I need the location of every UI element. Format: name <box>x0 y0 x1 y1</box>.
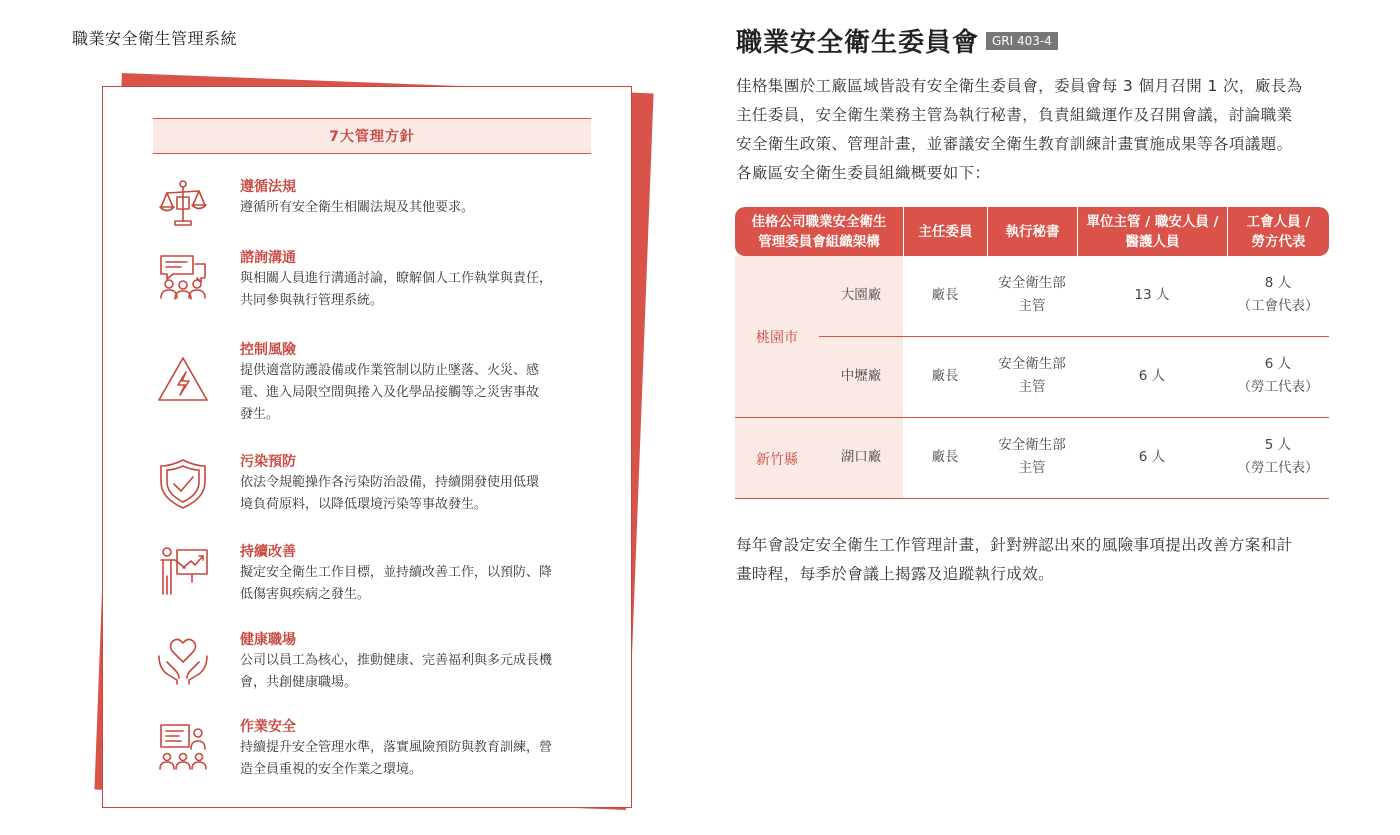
row-divider <box>819 336 1329 337</box>
header-cell: 主任委員 <box>903 207 987 256</box>
row-divider <box>735 498 1329 499</box>
table-cell: 安全衛生部 主管 <box>998 275 1066 314</box>
policy-desc: 與相關人員進行溝通討論，瞭解個人工作執掌與責任， 共同參與執行管理系統。 <box>240 271 553 308</box>
policy-desc: 公司以員工為核心，推動健康、完善福利與多元成長機 會，共創健康職場。 <box>240 653 553 690</box>
table-cell: 6 人 <box>1138 449 1166 465</box>
header-cell: 執行秘書 <box>987 207 1077 256</box>
table-cell: 廠長 <box>931 449 959 465</box>
table-cell: 中壢廠 <box>840 368 882 384</box>
policy-title: 污染預防 <box>240 454 296 470</box>
policy-title: 控制風險 <box>240 342 296 358</box>
policy-desc: 擬定安全衛生工作目標，並持續改善工作，以預防、降 低傷害與疾病之發生。 <box>240 565 553 602</box>
policy-card <box>102 86 632 808</box>
hazard-icon <box>155 352 215 408</box>
table-cell: 廠長 <box>931 287 959 303</box>
policy-title: 健康職場 <box>240 632 296 648</box>
header-cell: 單位主管 / 職安人員 / 醫護人員 <box>1077 207 1227 256</box>
row-divider <box>735 417 1329 418</box>
shield-check-icon <box>155 456 215 512</box>
table-cell: 安全衛生部 主管 <box>998 356 1066 395</box>
header-cell: 工會人員 / 勞方代表 <box>1227 207 1329 256</box>
page-title: 職業安全衛生委員會 <box>736 28 980 58</box>
presentation-icon <box>155 542 215 598</box>
policy-desc: 遵循所有安全衛生相關法規及其他要求。 <box>240 200 475 215</box>
table-cell: 5 人 （勞工代表） <box>1237 437 1319 476</box>
card-header: 7大管理方針 <box>153 118 591 154</box>
table-cell: 湖口廠 <box>840 449 882 465</box>
table-cell: 6 人 <box>1138 368 1166 384</box>
training-icon <box>155 717 215 773</box>
policy-title: 諮詢溝通 <box>240 250 296 266</box>
policy-desc: 持續提升安全管理水準，落實風險預防與教育訓練，營 造全員重視的安全作業之環境。 <box>240 740 553 777</box>
header-cell: 佳格公司職業安全衛生 管理委員會組織架構 <box>751 213 887 250</box>
table-cell: 13 人 <box>1134 287 1170 303</box>
policy-desc: 依法令規範操作各污染防治設備，持續開發使用低環 境負荷原料，以降低環境污染等事故發生。 <box>240 475 540 512</box>
heart-hands-icon <box>155 630 215 686</box>
table-cell: 廠長 <box>931 368 959 384</box>
policy-desc: 提供適當防護設備或作業管制以防止墜落、火災、感 電、進入局限空間與捲入及化學品接觸等之災害事故 發生。 <box>240 363 540 422</box>
scale-icon <box>155 177 215 233</box>
table-cell: 8 人 （工會代表） <box>1237 275 1319 314</box>
table-cell: 安全衛生部 主管 <box>998 437 1066 476</box>
gri-badge: GRI 403-4 <box>986 32 1058 50</box>
intro-paragraph: 佳格集團於工廠區域皆設有安全衛生委員會，委員會每 3 個月召開 1 次，廠長為 主任委員，安全衛生業務主管為執行秘書，負責組織運作及召開會議，討論職業 安全衛生政策、管理計畫，並審議安全衛生教育訓練計畫實施成果等各項議題。 各廠區安全衛生委員組織概要如下： <box>736 77 1303 182</box>
policy-title: 遵循法規 <box>240 179 296 195</box>
table-header <box>735 207 1329 256</box>
table-cell: 大園廠 <box>840 287 882 303</box>
table-cell: 6 人 （勞工代表） <box>1237 356 1319 395</box>
discussion-icon <box>155 248 215 304</box>
section-title: 職業安全衛生管理系統 <box>72 29 238 48</box>
policy-title: 持續改善 <box>240 544 296 560</box>
city-label: 新竹縣 <box>756 452 798 468</box>
policy-title: 作業安全 <box>240 719 296 735</box>
city-label: 桃園市 <box>756 330 798 346</box>
outro-paragraph: 每年會設定安全衛生工作管理計畫，針對辨認出來的風險事項提出改善方案和計 畫時程，每季於會議上揭露及追蹤執行成效。 <box>736 536 1293 583</box>
